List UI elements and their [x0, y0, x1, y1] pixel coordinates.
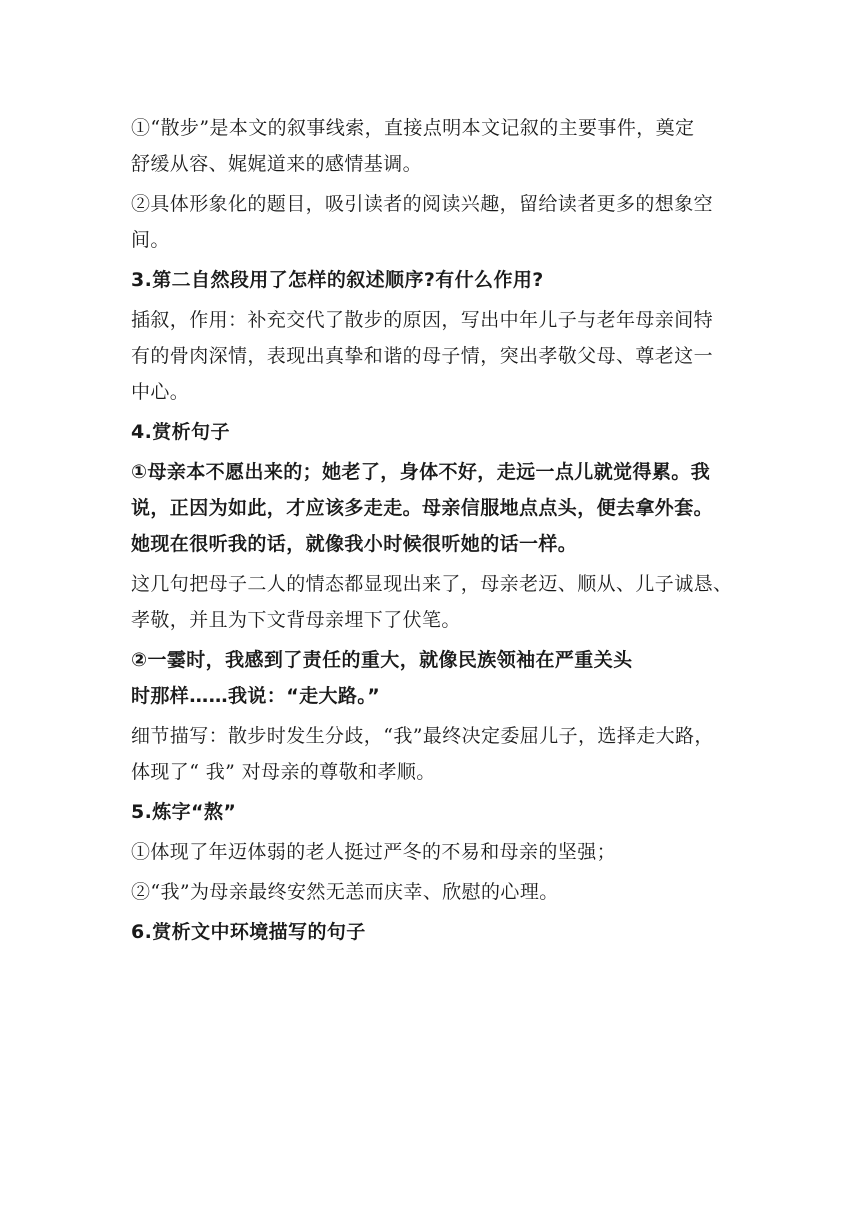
heading-paragraph: [131, 642, 733, 714]
text-line: 6.赏析文中环境描写的句子: [131, 921, 366, 943]
text-line: 这几句把母子二人的情态都显现出来了，母亲老迈、顺从、儿子诚恳、: [131, 573, 733, 595]
text-line: 舒缓从容、娓娓道来的感情基调。: [131, 153, 423, 175]
text-line: ②具体形象化的题目，吸引读者的阅读兴趣，留给读者更多的想象空: [131, 193, 714, 215]
body-paragraph: [131, 874, 733, 910]
body-paragraph: [131, 834, 733, 870]
text-line: 她现在很听我的话，就像我小时候很听她的话一样。: [131, 533, 578, 555]
text-line: 细节描写：散步时发生分歧，“我”最终决定委屈儿子，选择走大路，: [131, 725, 714, 747]
text-line: 4.赏析句子: [131, 421, 230, 443]
text-line: ①体现了年迈体弱的老人挺过严冬的不易和母亲的坚强；: [131, 841, 617, 863]
text-line: ①母亲本不愿出来的；她老了，身体不好，走远一点儿就觉得累。我: [131, 461, 711, 483]
text-line: 3.第二自然段用了怎样的叙述顺序?有什么作用?: [131, 269, 544, 291]
text-line: 说，正因为如此，才应该多走走。母亲信服地点点头，便去拿外套。: [131, 497, 714, 519]
text-line: 间。: [131, 229, 170, 251]
body-paragraph: [131, 566, 733, 638]
text-line: ②“我”为母亲最终安然无恙而庆幸、欣慰的心理。: [131, 881, 559, 903]
text-line: 插叙，作用：补充交代了散步的原因，写出中年儿子与老年母亲间特: [131, 309, 714, 331]
body-paragraph: [131, 718, 733, 790]
body-paragraph: [131, 186, 733, 258]
body-paragraph: [131, 302, 733, 410]
body-paragraph: [131, 110, 733, 182]
heading-paragraph: [131, 794, 733, 830]
text-line: 孝敬，并且为下文背母亲埋下了伏笔。: [131, 609, 461, 631]
text-line: 时那样……我说：“走大路。”: [131, 685, 381, 707]
text-line: ①“散步”是本文的叙事线索，直接点明本文记叙的主要事件，奠定: [131, 117, 695, 139]
heading-paragraph: [131, 414, 733, 450]
text-line: 5.炼字“熬”: [131, 801, 237, 823]
document-page: [131, 110, 733, 954]
text-line: 中心。: [131, 381, 190, 403]
text-line: 体现了“ 我” 对母亲的尊敬和孝顺。: [131, 761, 436, 783]
heading-paragraph: [131, 914, 733, 950]
heading-paragraph: [131, 454, 733, 562]
heading-paragraph: [131, 262, 733, 298]
text-line: ②一霎时，我感到了责任的重大，就像民族领袖在严重关头: [131, 649, 633, 671]
text-line: 有的骨肉深情，表现出真挚和谐的母子情，突出孝敬父母、尊老这一: [131, 345, 714, 367]
